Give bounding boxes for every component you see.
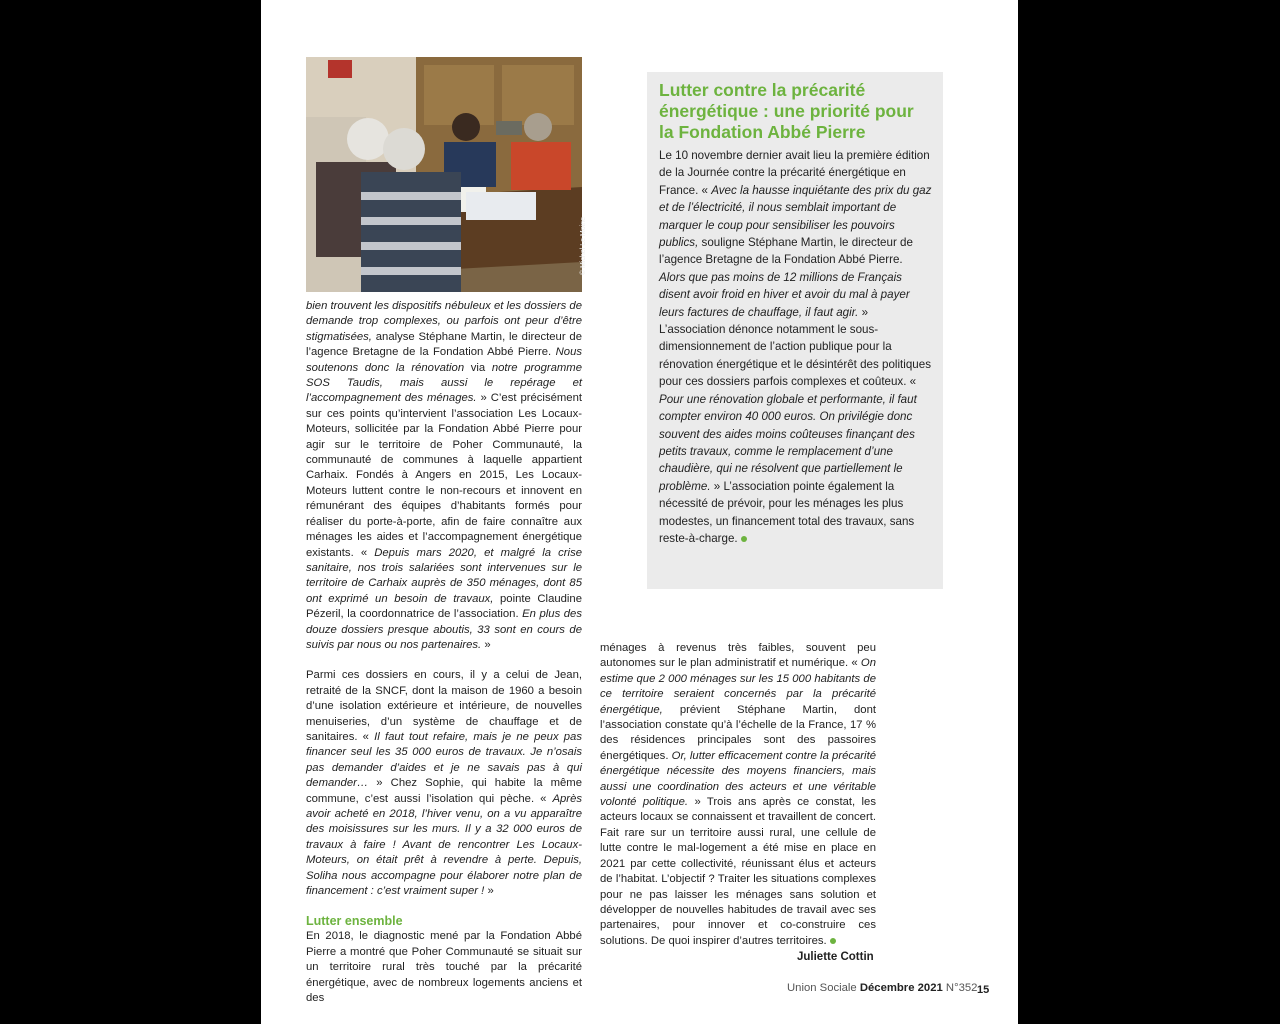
sidebar-text: Le 10 novembre dernier avait lieu la première édition de la Journée contre la précarité énergétique en France. « Avec la hausse inquiétante des prix du gaz et de l’électricité, il nous semblait important de marquer le coup pour sensibiliser les pouvoirs publics, souligne Stéphane Martin, le directeur de l’agence Bretagne de la Fondation Abbé Pierre. Alors que pas moins de 12 millions de Français disent avoir froid en hiver et avoir du mal à payer leurs factures de chauffage, il faut agir. » L’association dénonce notamment le sous-dimensionnement de l’action publique pour la rénovation énergétique et le désintérêt des politiques pour ces dossiers parfois complexes et coûteux. « Pour une rénovation globale et performante, il faut compter environ 40 000 euros. On privilégie donc souvent des aides moins coûteuses finançant des petits travaux, comme le remplacement d’une chaudière, qui ne résolvent que partiellement le problème. » L’association pointe également la nécessité de prévoir, pour les ménages les plus modestes, un financement total des travaux, sans reste-à-charge. [659, 149, 932, 545]
end-dot-icon [741, 536, 747, 542]
page-footer [787, 982, 977, 994]
photo-meeting [306, 57, 587, 292]
magazine-page [261, 0, 1018, 1024]
issue-date: Décembre 2021 [859, 982, 943, 994]
sidebar-title: Lutter contre la précarité énergétique : une priorité pour la Fondation Abbé Pierre [659, 80, 914, 142]
sidebar-box [647, 72, 943, 589]
issue-number: N°352 [945, 982, 978, 994]
page-number: 15 [977, 984, 990, 996]
paragraph: ménages à revenus très faibles, souvent peu autonomes sur le plan administratif et numérique. « On estime que 2 000 ménages sur les 15 000 habitants de ce territoire seraient concernés par la précarité énergétique, prévient Stéphane Martin, dont l’association constate qu’à l’échelle de la France, 17 % des résidences principales sont des passoires énergétiques. Or, lutter efficacement contre la précarité énergétique nécessite des moyens financiers, mais aussi une coordination des acteurs et une véritable volonté politique. » Trois ans après ce constat, les acteurs locaux se connaissent et travaillent de concert. Fait rare sur un territoire aussi rural, une cellule de lutte contre le mal-logement a été mise en place en 2021 par cette collectivité, réunissant élus et acteurs de l’habitat. L’objectif ? Traiter les situations complexes pour ne pas laisser les ménages sans solution et développer de nouvelles habitudes de travail avec ses partenaires, pour innover et co-construire ces solutions. De quoi inspirer d’autres territoires. [600, 642, 876, 947]
article-column-2 [600, 641, 876, 949]
end-dot-icon [830, 938, 836, 944]
magazine-name: Union Sociale [787, 982, 857, 994]
paragraph: Parmi ces dossiers en cours, il y a celui de Jean, retraité de la SNCF, dont la maison de 1960 a besoin d’une isolation extérieure et intérieure, de nouvelles menuiseries, d’un système de chauffage et de sanitaires. « Il faut tout refaire, mais je ne peux pas financer seul les 35 000 euros de travaux. Je n’osais pas demander d’aides et je ne savais pas à qui demander… » Chez Sophie, qui habite la même commune, c’est aussi l’isolation qui pèche. « Après avoir acheté en 2018, l’hiver venu, on a vu apparaître des moisissures sur les murs. Il y a 32 000 euros de travaux à faire ! Avant de rencontrer Les Locaux-Moteurs, on était prêt à revendre à perte. Depuis, Soliha nous accompagne pour élaborer notre plan de financement : c’est vraiment super ! » [306, 669, 582, 898]
paragraph: En 2018, le diagnostic mené par la Fondation Abbé Pierre a montré que Poher Communauté se situait sur un territoire rural très touché par la précarité énergétique, avec de nombreux logements anciens et des [306, 930, 582, 1005]
paragraph: bien trouvent les dispositifs nébuleux et les dossiers de demande trop complexes, ou parfois ont peur d’être stigmatisées, analyse Stéphane Martin, le directeur de l’agence Bretagne de la Fondation Abbé Pierre. Nous soutenons donc la rénovation via notre programme SOS Taudis, mais aussi le repérage et l’accompagnement des ménages. » C’est précisément sur ces points qu’intervient l’association Les Locaux-Moteurs, sollicitée par la Fondation Abbé Pierre pour agir sur le territoire de Poher Communauté, la communauté de communes à laquelle appartient Carhaix. Fondés à Angers en 2015, Les Locaux-Moteurs luttent contre le non-recours et innovent en rémunérant des équipes d’habitants formés pour réaliser du porte-à-porte, afin de faire connaître aux ménages les aides et l’accompagnement énergétique existants. « Depuis mars 2020, et malgré la crise sanitaire, nos trois salariées sont intervenues sur le territoire de Carhaix auprès de 350 ménages, dont 85 ont exprimé un besoin de travaux, pointe Claudine Pézeril, la coordonnatrice de l’association. En plus des douze dossiers presque aboutis, 33 sont en cours de suivis par nous ou nos partenaires. » [306, 300, 582, 651]
subheading-lutter-ensemble: Lutter ensemble [306, 914, 403, 929]
photo-credit: © Michel Le Moine [580, 217, 587, 276]
article-column-1 [306, 299, 582, 1006]
author-name: Juliette Cottin [797, 951, 874, 963]
